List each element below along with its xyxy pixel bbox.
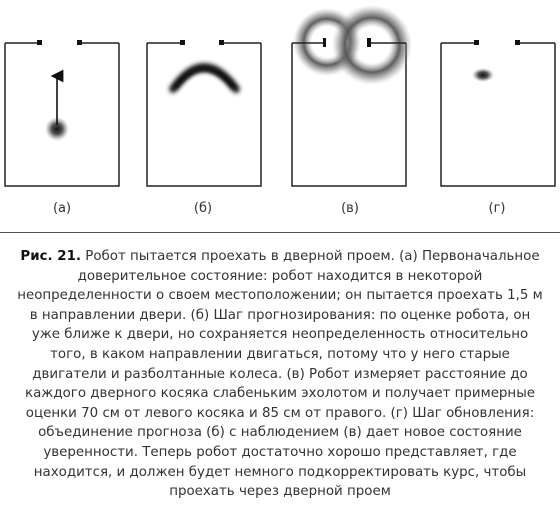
panel-label-c: (в) bbox=[341, 201, 359, 216]
panel-d bbox=[441, 40, 555, 186]
divider-line bbox=[0, 232, 560, 233]
door-jamb-left-a bbox=[37, 40, 42, 45]
caption-text: Робот пытается проехать в дверной проем. (а) Первоначальное доверительное состояние: робот находится в некоторой неопределенности о своем местоположении; он пытается проехать 1,5 м в направлении двери. (б) Шаг прогнозирования: по оценке робота, он уже ближе к двери, но сохраняется неопределенность относительно того, в каком направлении двигаться, потому что у него старые двигатели и разболтанные колеса. (в) Робот измеряет расстояние до каждого дверного косяка слабеньким эхолотом и получает примерные оценки 70 см от левого косяка и 85 см от правого. (г) Шаг обновления: объединение прогноза (б) с наблюдением (в) дает новое состояние уверенности. Теперь робот достаточно хорошо представляет, где находится, и должен будет немного подкорректировать курс, чтобы проехать через дверной проем bbox=[17, 249, 543, 500]
panel-a bbox=[5, 40, 119, 186]
figure-robot-doorway bbox=[0, 0, 560, 230]
door-jamb-right-d bbox=[515, 40, 520, 45]
panel-b bbox=[147, 40, 261, 186]
room-outline-d bbox=[441, 43, 555, 186]
door-jamb-right-c bbox=[367, 38, 371, 47]
door-jamb-right-b bbox=[219, 40, 224, 45]
panel-label-b: (б) bbox=[193, 201, 213, 216]
panel-c bbox=[292, 5, 412, 186]
door-jamb-left-c bbox=[323, 38, 326, 47]
room-outline-a bbox=[5, 43, 119, 186]
door-jamb-left-d bbox=[474, 40, 479, 45]
panel-label-d: (г) bbox=[488, 201, 506, 216]
sonar-ring-right bbox=[332, 5, 412, 85]
door-jamb-right-a bbox=[77, 40, 82, 45]
figure-caption bbox=[14, 247, 546, 502]
panel-label-a: (а) bbox=[52, 201, 72, 216]
door-jamb-left-b bbox=[180, 40, 185, 45]
robot-belief-d bbox=[472, 68, 494, 82]
figure-ref: Рис. 21. bbox=[20, 249, 81, 264]
